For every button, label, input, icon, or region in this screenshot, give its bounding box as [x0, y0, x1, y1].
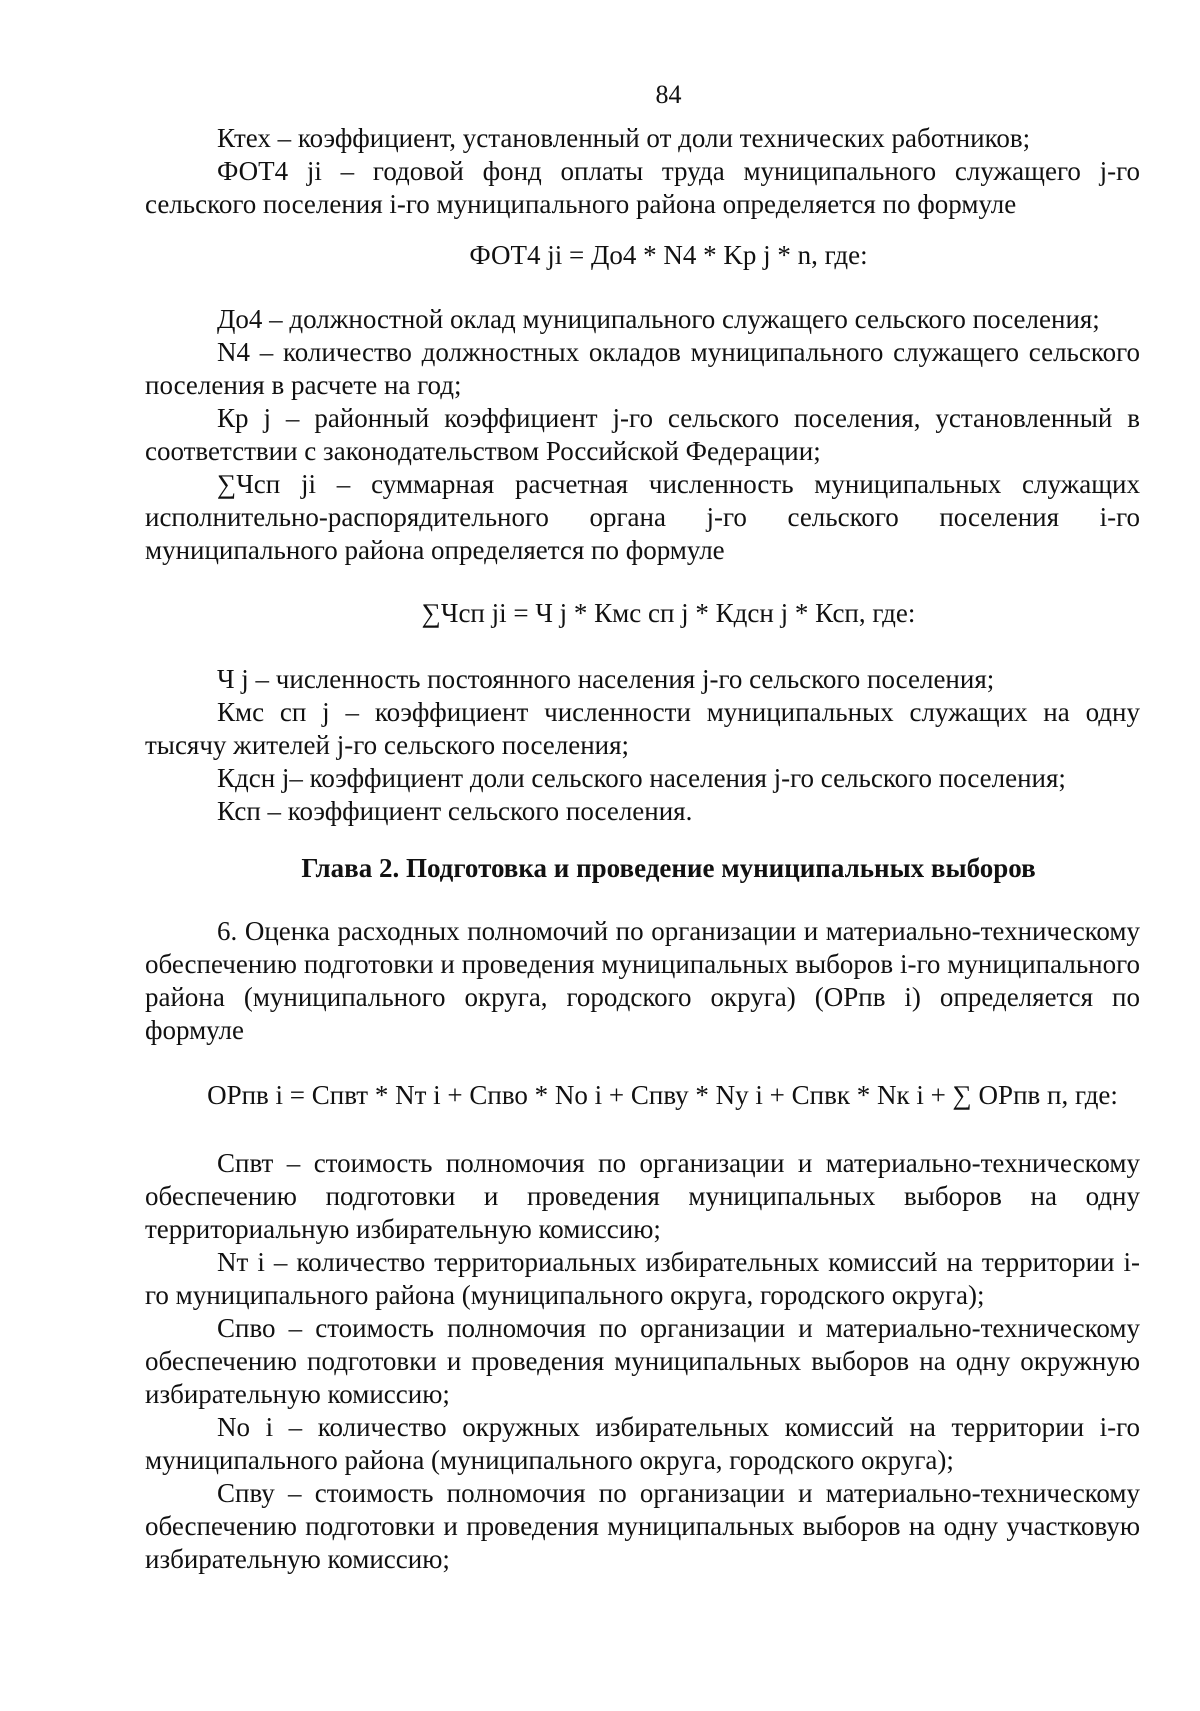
paragraph-do4: До4 – должностной оклад муниципального служащего сельского поселения; [217, 304, 1100, 334]
paragraph-kms: Кмс сп j – коэффициент численности муниципальных служащих на одну тысячу жителей j-го сельского поселения; [145, 697, 1140, 760]
paragraph-spvo: Спво – стоимость полномочия по организации и материально-техническому обеспечению подготовки и проведения муниципальных выборов на одну окружную избирательную комиссию; [145, 1313, 1140, 1409]
chapter-heading: Глава 2. Подготовка и проведение муниципальных выборов [301, 853, 1036, 883]
paragraph-kdsn: Кдсн j– коэффициент доли сельского населения j-го сельского поселения; [217, 763, 1066, 793]
formula-orpv: ОРпв i = Спвт * Nт i + Спво * Nо i + Спву * Nу i + Спвк * Nк i + ∑ ОРпв п, где: [207, 1080, 1118, 1110]
formula-fot4: ФОТ4 ji = До4 * N4 * Kp j * n, где: [469, 240, 868, 270]
paragraph-spvu: Спву – стоимость полномочия по организации и материально-техническому обеспечению подготовки и проведения муниципальных выборов на одну участковую избирательную комиссию; [145, 1478, 1140, 1574]
paragraph-fot4: ФОТ4 ji – годовой фонд оплаты труда муниципального служащего j-го сельского поселения i-го муниципального района определяется по формуле [145, 156, 1140, 219]
formula-sum-chsp: ∑Чсп ji = Ч j * Кмс сп j * Кдсн j * Ксп, где: [421, 598, 916, 628]
paragraph-spvt: Спвт – стоимость полномочия по организации и материально-техническому обеспечению подготовки и проведения муниципальных выборов на одну территориальную избирательную комиссию; [145, 1148, 1140, 1244]
paragraph-ksp: Ксп – коэффициент сельского поселения. [217, 796, 693, 826]
paragraph-kr: Кр j – районный коэффициент j-го сельского поселения, установленный в соответствии с законодательством Российской Федерации; [145, 403, 1140, 466]
paragraph-ch: Ч j – численность постоянного населения j-го сельского поселения; [217, 664, 995, 694]
paragraph-nt: Nт i – количество территориальных избирательных комиссий на территории i-го муниципального района (муниципального округа, городского округа); [145, 1247, 1140, 1310]
paragraph-ktex: Ктех – коэффициент, установленный от доли технических работников; [217, 123, 1031, 153]
paragraph-n4: N4 – количество должностных окладов муниципального служащего сельского поселения в расчете на год; [145, 337, 1140, 400]
paragraph-item-6: 6. Оценка расходных полномочий по организации и материально-техническому обеспечению подготовки и проведения муниципальных выборов i-го муниципального района (муниципального округа, городского округа) (ОРпв i) определяется по формуле [145, 916, 1140, 1045]
paragraph-no: Nо i – количество окружных избирательных комиссий на территории i-го муниципального района (муниципального округа, городского округа); [145, 1412, 1140, 1475]
paragraph-sum-chsp: ∑Чсп ji – суммарная расчетная численность муниципальных служащих исполнительно-распорядительного органа j-го сельского поселения i-го муниципального района определяется по формуле [145, 469, 1140, 565]
page-number: 84 [655, 80, 682, 109]
